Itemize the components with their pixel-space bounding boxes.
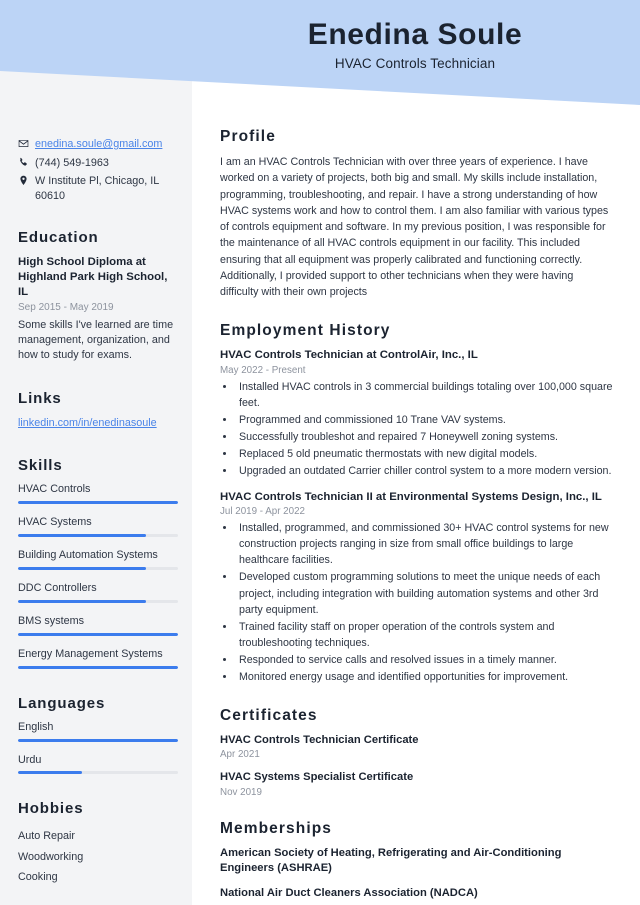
certificate-date: Apr 2021: [220, 749, 260, 761]
contact-item-address: [18, 174, 178, 203]
links-section: [18, 390, 178, 431]
hobby-item: Cooking: [18, 871, 58, 884]
bullet-item: • Installed HVAC controls in 3 commercial buildings totaling over 100,000 square feet.: [236, 379, 614, 411]
skill-bar-fill: [18, 567, 146, 570]
header-text-block: [200, 18, 630, 71]
bullet-item: • Developed custom programming solutions to meet the unique needs of each project, including integration with building automation systems and other 3rd party equipment.: [236, 569, 614, 617]
hobby-item: Auto Repair: [18, 830, 76, 843]
skill-bar-fill: [18, 633, 178, 636]
certificate-entry: [220, 770, 614, 798]
certificate-title: HVAC Systems Specialist Certificate: [220, 771, 414, 784]
contact-phone-value: (744) 549-1963: [35, 156, 109, 169]
employment-bullets: [236, 520, 614, 684]
skill-bar-fill: [18, 534, 146, 537]
languages-heading: Languages: [18, 694, 106, 712]
skill-bar-track: [18, 534, 178, 537]
certificates-section: [220, 707, 614, 798]
membership-item: National Air Duct Cleaners Association (NADCA): [220, 887, 478, 900]
employment-heading: Employment History: [220, 322, 391, 340]
bullet-item: • Responded to service calls and resolved issues in a timely manner.: [236, 652, 614, 668]
language-bar-fill: [18, 739, 178, 742]
contact-list: [18, 137, 178, 203]
skill-label: BMS systems: [18, 614, 84, 627]
education-heading: Education: [18, 229, 99, 247]
employment-bullets: [236, 379, 614, 479]
skill-label: Building Automation Systems: [18, 548, 158, 561]
employment-section: [220, 322, 614, 684]
skills-list: [18, 483, 178, 669]
employment-date: Jul 2019 - Apr 2022: [220, 506, 305, 518]
certificate-entry: [220, 733, 614, 761]
profile-heading: Profile: [220, 128, 276, 145]
hobbies-heading: Hobbies: [18, 800, 84, 818]
language-label: Urdu: [18, 753, 42, 766]
skill-bar-track: [18, 600, 178, 603]
hobbies-section: [18, 800, 178, 888]
candidate-name: Enedina Soule: [307, 18, 523, 51]
candidate-job-title: HVAC Controls Technician: [334, 55, 496, 71]
skill-item: [18, 483, 178, 504]
employment-entry: [220, 348, 614, 479]
education-description: Some skills I've learned are time management, organization, and how to study for exams.: [18, 318, 174, 362]
bullet-item: • Upgraded an outdated Carrier chiller control system to a more modern version.: [236, 463, 614, 479]
employment-title: HVAC Controls Technician at ControlAir, Inc., IL: [220, 349, 478, 362]
bullet-item: • Replaced 5 old pneumatic thermostats with new digital models.: [236, 446, 614, 462]
certificate-title: HVAC Controls Technician Certificate: [220, 733, 419, 746]
bullet-item: • Programmed and commissioned 10 Trane VAV systems.: [236, 412, 614, 428]
skills-section: [18, 457, 178, 669]
location-icon: [18, 174, 35, 186]
contact-item-phone: [18, 156, 178, 171]
skill-label: HVAC Systems: [18, 515, 92, 528]
links-heading: Links: [18, 389, 62, 407]
skill-item: [18, 549, 178, 570]
skill-item: [18, 582, 178, 603]
employment-entry: [220, 490, 614, 685]
language-item: [18, 754, 178, 775]
memberships-section: [220, 820, 614, 901]
certificates-heading: Certificates: [220, 706, 318, 724]
certificate-date: Nov 2019: [220, 786, 262, 798]
email-link[interactable]: enedina.soule@gmail.com: [35, 138, 163, 150]
contact-address-value: W Institute Pl, Chicago, IL 60610: [35, 175, 159, 202]
skill-label: Energy Management Systems: [18, 647, 163, 660]
education-title: High School Diploma at Highland Park High School, IL: [18, 256, 168, 298]
skill-item: [18, 516, 178, 537]
bullet-item: • Successfully troubleshot and repaired 7 Honeywell zoning systems.: [236, 429, 614, 445]
link-item: [18, 416, 178, 431]
skill-bar-track: [18, 501, 178, 504]
skill-bar-track: [18, 567, 178, 570]
linkedin-link[interactable]: linkedin.com/in/enedinasoule: [18, 416, 157, 429]
profile-text: I am an HVAC Controls Technician with over three years of experience. I have worked on a variety of projects, both big and small. My skills include installation, programming, troubleshooting, and repair. I have a strong understanding of how HVAC systems work and how to control them. I am also familiar with various types of controls equipment and software. In my previous position, I was responsible for the maintenance of all HVAC controls equipment in our facility. This included ensuring that all equipment was properly calibrated and functioning correctly. Additionally, I provided support to other technicians when they were having difficulty with their own projects: [220, 156, 609, 299]
language-bar-track: [18, 739, 178, 742]
memberships-heading: Memberships: [220, 819, 333, 837]
language-item: [18, 721, 178, 742]
profile-section: [220, 128, 614, 300]
education-section: [18, 229, 178, 363]
skill-bar-fill: [18, 600, 146, 603]
contact-email-value: [35, 137, 178, 152]
bullet-item: • Installed, programmed, and commissioned 30+ HVAC control systems for new construction projects ranging in size from small office buildings to large healthcare facilities.: [236, 520, 614, 568]
skill-label: DDC Controllers: [18, 581, 97, 594]
phone-icon: [18, 156, 35, 168]
email-icon: [18, 137, 35, 149]
skill-bar-track: [18, 666, 178, 669]
language-label: English: [18, 720, 54, 733]
skill-bar-track: [18, 633, 178, 636]
membership-item: American Society of Heating, Refrigerating and Air-Conditioning Engineers (ASHRAE): [220, 846, 562, 875]
sidebar: [0, 0, 192, 888]
hobby-item: Woodworking: [18, 850, 84, 863]
contact-item-email: [18, 137, 178, 152]
skills-heading: Skills: [18, 456, 63, 474]
skill-item: [18, 615, 178, 636]
bullet-item: • Monitored energy usage and identified opportunities for improvement.: [236, 669, 614, 685]
main-column: [192, 0, 640, 905]
employment-title: HVAC Controls Technician II at Environmental Systems Design, Inc., IL: [220, 490, 602, 503]
skill-bar-fill: [18, 666, 178, 669]
bullet-item: • Trained facility staff on proper operation of the controls system and troubleshooting techniques.: [236, 619, 614, 651]
language-bar-track: [18, 771, 178, 774]
languages-section: [18, 695, 178, 775]
skill-item: [18, 648, 178, 669]
education-date: Sep 2015 - May 2019: [18, 301, 114, 313]
skill-label: HVAC Controls: [18, 482, 91, 495]
language-bar-fill: [18, 771, 82, 774]
employment-date: May 2022 - Present: [220, 365, 306, 377]
skill-bar-fill: [18, 501, 178, 504]
